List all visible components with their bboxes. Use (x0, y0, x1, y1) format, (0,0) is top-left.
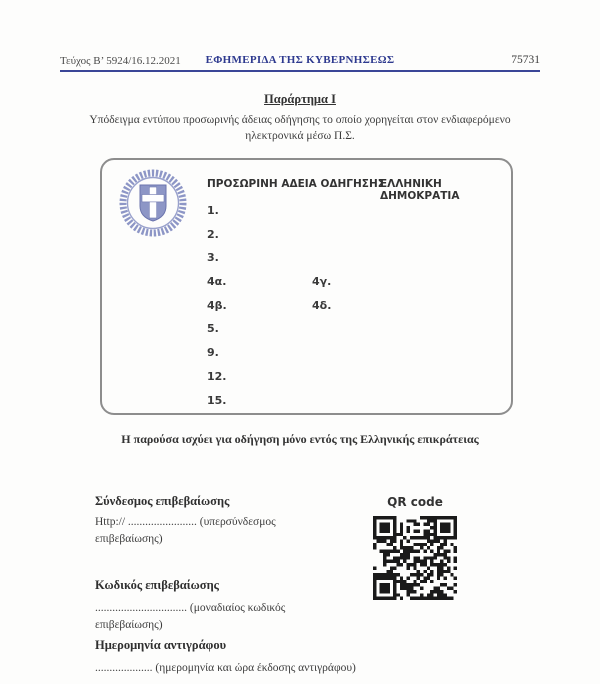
copy-date-value: .................... (ημερομηνία και ώρα έκδοσης αντιγράφου) (95, 662, 356, 674)
card-field-row: 15. (207, 393, 227, 407)
page-number: 75731 (511, 54, 540, 66)
verification-link-value: Http:// ........................ (υπερσύνδεσμος επιβεβαίωσης) (95, 516, 276, 545)
card-field-row: 4α. 4γ. (207, 275, 332, 289)
temporary-license-card (100, 158, 513, 415)
card-field-list (207, 199, 331, 412)
annex-title: Παράρτημα Ι (264, 92, 336, 106)
card-field-row: 1. (207, 204, 219, 217)
gazette-issue: Τεύχος Β’ 5924/16.12.2021 (60, 55, 181, 67)
card-title-license: ΠΡΟΣΩΡΙΝΗ ΑΔΕΙΑ ΟΔΗΓΗΣΗΣ (207, 178, 385, 190)
card-field-row: 9. (207, 346, 219, 360)
territory-notice: Η παρούσα ισχύει για οδήγηση μόνο εντός της Ελληνικής επικράτειας (121, 432, 479, 446)
greek-national-emblem-icon (116, 166, 190, 245)
card-field-row: 4β. 4δ. (207, 298, 332, 312)
verification-code-heading: Κωδικός επιβεβαίωσης (95, 578, 219, 592)
card-field-row: 3. (207, 251, 219, 265)
qr-code-label: QR code (387, 495, 443, 509)
annex-subtitle: Υπόδειγμα εντύπου προσωρινής άδειας οδήγησης το οποίο χορηγείται στον ενδιαφερόμενο ηλεκτρονικά μέσω Π.Σ. (89, 114, 511, 142)
copy-date-heading: Ημερομηνία αντιγράφου (95, 638, 227, 652)
verification-link-heading: Σύνδεσμος επιβεβαίωσης (95, 494, 230, 508)
verification-code-value: ................................ (μοναδιαίος κωδικός επιβεβαίωσης) (95, 602, 286, 631)
qr-code-image (373, 516, 457, 600)
header-divider (60, 70, 540, 72)
card-field-row: 12. (207, 369, 227, 383)
card-field-row: 2. (207, 227, 219, 241)
card-field-row: 5. (207, 322, 219, 336)
gazette-title: ΕΦΗΜΕΡΙΔΑ ΤΗΣ ΚΥΒΕΡΝΗΣΕΩΣ (205, 54, 395, 66)
card-title-republic: ΕΛΛΗΝΙΚΗ ΔΗΜΟΚΡΑΤΙΑ (380, 178, 460, 202)
